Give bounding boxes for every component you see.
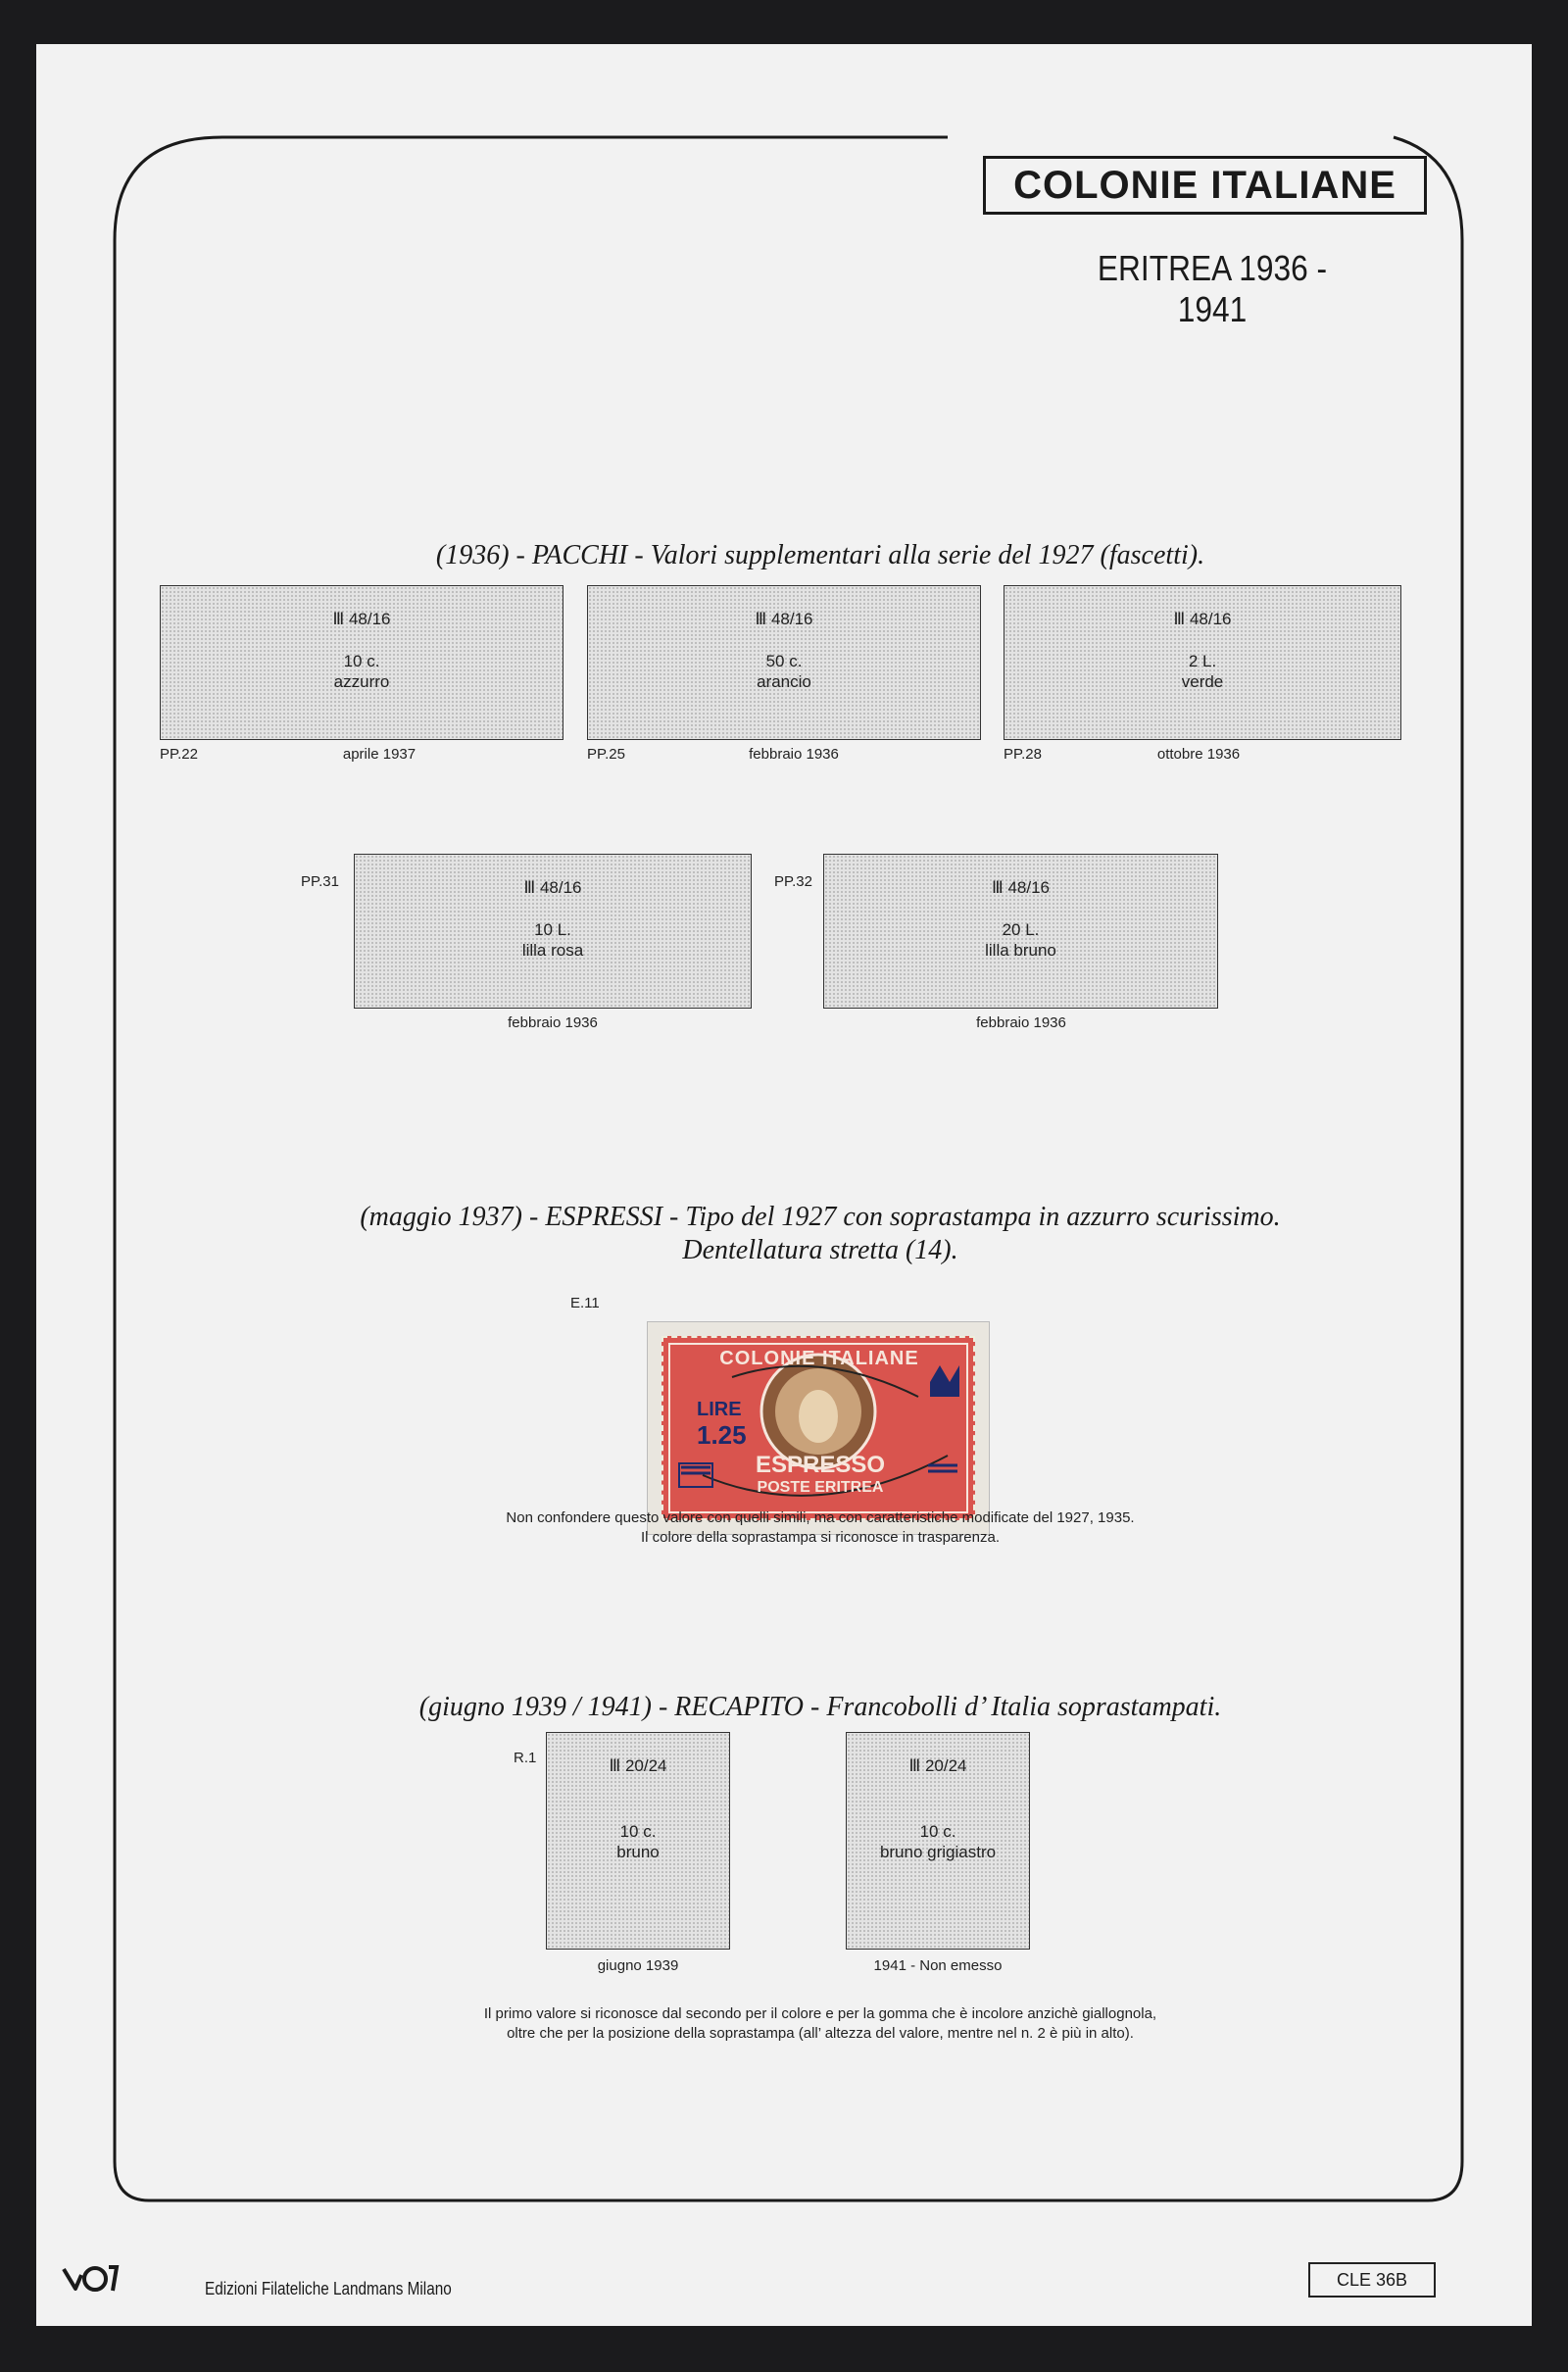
stamp-date: giugno 1939 bbox=[597, 1957, 679, 1974]
stamp-ref: PP.22 bbox=[160, 746, 198, 763]
stamp-value: 10 c. bbox=[919, 1822, 956, 1841]
stamp-placeholder-pp32 bbox=[823, 854, 1218, 1009]
stamp-color: bruno grigiastro bbox=[879, 1843, 997, 1861]
stamp-placeholder-r1 bbox=[546, 1732, 730, 1950]
album-page bbox=[36, 44, 1532, 2326]
stamp-placeholder-pp22 bbox=[160, 585, 564, 740]
stamp-country-text: COLONIE ITALIANE bbox=[719, 1348, 919, 1369]
stamp-value: 2 L. bbox=[1188, 652, 1217, 670]
overprint-amount: 1.25 bbox=[697, 1420, 747, 1450]
stamp-ref: PP.31 bbox=[301, 873, 339, 890]
header-subtitle: ERITREA 1936 - 1941 bbox=[1097, 248, 1328, 329]
overprint-lire: LIRE bbox=[697, 1399, 742, 1420]
stamp-value: 10 c. bbox=[619, 1822, 657, 1841]
espressi-title: (maggio 1937) - ESPRESSI - Tipo del 1927 con soprastampa in azzurro scurissimo. bbox=[360, 1202, 1281, 1232]
stamp-ref: PP.32 bbox=[774, 873, 812, 890]
header-title: COLONIE ITALIANE bbox=[983, 156, 1427, 215]
publisher-name: Edizioni Filateliche Landmans Milano bbox=[205, 2279, 452, 2298]
catalog-number: Ⅲ 48/16 bbox=[332, 610, 391, 628]
stamp-value: 20 L. bbox=[1002, 920, 1040, 939]
recapito-note-line1: Il primo valore si riconosce dal secondo per il colore e per la gomma che è incolore anzichè giallognola, bbox=[483, 2005, 1157, 2022]
stamp-value: 10 c. bbox=[343, 652, 380, 670]
stamp-color: bruno bbox=[616, 1843, 660, 1861]
stamp-color: verde bbox=[1181, 672, 1224, 691]
stamp-placeholder-pp25 bbox=[587, 585, 981, 740]
stamp-color: arancio bbox=[757, 672, 811, 691]
stamp-value: 50 c. bbox=[765, 652, 803, 670]
stamp-bottom-text: POSTE ERITREA bbox=[757, 1479, 884, 1496]
stamp-placeholder-pp31 bbox=[354, 854, 752, 1009]
espressi-note-line1: Non confondere questo valore con quelli simili, ma con caratteristiche modificate del 1927, 1935. bbox=[506, 1509, 1135, 1526]
publisher-logo-icon bbox=[60, 2261, 121, 2297]
catalog-number: Ⅲ 20/24 bbox=[609, 1756, 667, 1775]
stamp-mount bbox=[647, 1321, 990, 1535]
stamp-placeholder-pp28 bbox=[1004, 585, 1401, 740]
catalog-number: Ⅲ 20/24 bbox=[908, 1756, 967, 1775]
pacchi-title: (1936) - PACCHI - Valori supplementari alla serie del 1927 (fascetti). bbox=[435, 540, 1205, 570]
stamp-date: febbraio 1936 bbox=[508, 1014, 598, 1031]
stamp-date: febbraio 1936 bbox=[976, 1014, 1066, 1031]
stamp-espresso-text: ESPRESSO bbox=[755, 1452, 886, 1478]
stamp-date: 1941 - Non emesso bbox=[873, 1957, 1003, 1974]
page-frame bbox=[36, 44, 1532, 2326]
espresso-stamp-image bbox=[662, 1336, 975, 1520]
espressi-subtitle: Dentellatura stretta (14). bbox=[682, 1235, 958, 1265]
stamp-ref: E.11 bbox=[570, 1295, 600, 1311]
stamp-color: lilla bruno bbox=[985, 941, 1056, 960]
stamp-placeholder-r2 bbox=[846, 1732, 1030, 1950]
stamp-value: 10 L. bbox=[534, 920, 571, 939]
stamp-ref: R.1 bbox=[514, 1750, 537, 1766]
catalog-number: Ⅲ 48/16 bbox=[755, 610, 813, 628]
stamp-ref: PP.28 bbox=[1004, 746, 1042, 763]
page-code: CLE 36B bbox=[1308, 2262, 1436, 2298]
catalog-number: Ⅲ 48/16 bbox=[523, 878, 582, 897]
espressi-note-line2: Il colore della soprastampa si riconosce in trasparenza. bbox=[640, 1529, 1000, 1546]
catalog-number: Ⅲ 48/16 bbox=[992, 878, 1050, 897]
stamp-date: ottobre 1936 bbox=[1156, 746, 1241, 763]
stamp-ref: PP.25 bbox=[587, 746, 625, 763]
stamp-color: azzurro bbox=[333, 672, 390, 691]
stamp-color: lilla rosa bbox=[521, 941, 584, 960]
recapito-title: (giugno 1939 / 1941) - RECAPITO - Francobolli d’ Italia soprastampati. bbox=[418, 1692, 1222, 1722]
recapito-note-line2: oltre che per la posizione della soprastampa (all’ altezza del valore, mentre nel n. 2 è più in alto). bbox=[507, 2025, 1134, 2042]
stamp-date: aprile 1937 bbox=[342, 746, 416, 763]
catalog-number: Ⅲ 48/16 bbox=[1173, 610, 1232, 628]
stamp-date: febbraio 1936 bbox=[749, 746, 839, 763]
